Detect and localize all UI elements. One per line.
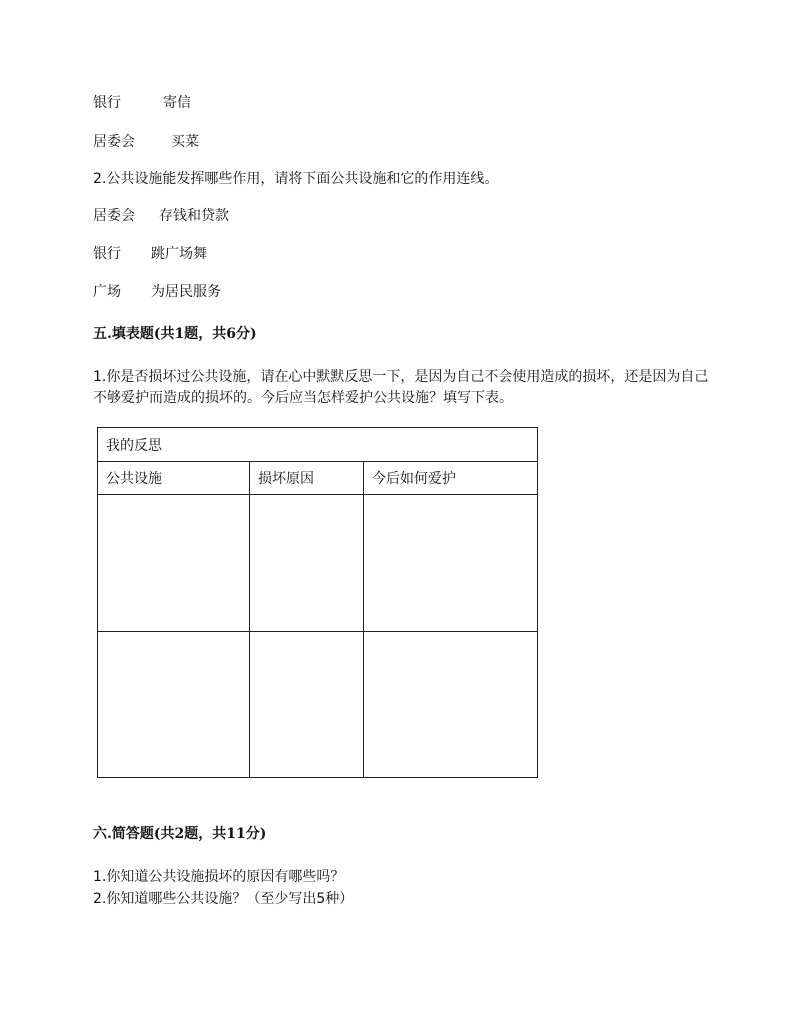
table-row bbox=[98, 632, 538, 778]
match-right: 存钱和贷款 bbox=[159, 208, 229, 224]
section-5-question: 1.你是否损坏过公共设施，请在心中默默反思一下，是因为自己不会使用造成的损坏，还是因为自己不够爱护而造成的损坏的。今后应当怎样爱护公共设施？填写下表。 bbox=[93, 369, 709, 406]
match-right: 跳广场舞 bbox=[151, 246, 207, 262]
column-header: 损坏原因 bbox=[250, 462, 364, 495]
match-left: 广场 bbox=[93, 284, 121, 300]
table-title: 我的反思 bbox=[98, 428, 538, 462]
match-right: 寄信 bbox=[163, 95, 191, 111]
match-row bbox=[93, 93, 191, 113]
match-row bbox=[93, 244, 207, 264]
answer-cell[interactable] bbox=[98, 495, 250, 632]
answer-cell[interactable] bbox=[364, 632, 538, 778]
match-row bbox=[93, 282, 221, 302]
question-2: 2.公共设施能发挥哪些作用，请将下面公共设施和它的作用连线。 bbox=[93, 171, 499, 187]
match-left: 居委会 bbox=[93, 208, 135, 224]
answer-cell[interactable] bbox=[98, 632, 250, 778]
column-header: 今后如何爱护 bbox=[364, 462, 538, 495]
match-row bbox=[93, 206, 229, 226]
match-left: 居委会 bbox=[93, 134, 135, 150]
section-5-heading: 五.填表题(共1题，共6分) bbox=[93, 326, 257, 342]
match-left: 银行 bbox=[93, 95, 121, 111]
section-6-question: 1.你知道公共设施损坏的原因有哪些吗？ bbox=[93, 869, 345, 885]
reflection-table bbox=[97, 427, 538, 778]
column-header: 公共设施 bbox=[98, 462, 250, 495]
answer-cell[interactable] bbox=[364, 495, 538, 632]
match-right: 为居民服务 bbox=[151, 284, 221, 300]
answer-cell[interactable] bbox=[250, 495, 364, 632]
table-row bbox=[98, 495, 538, 632]
section-6-question: 2.你知道哪些公共设施？（至少写出5种） bbox=[93, 891, 354, 907]
section-6-heading: 六.简答题(共2题，共11分) bbox=[93, 826, 267, 842]
match-row bbox=[93, 132, 199, 152]
answer-cell[interactable] bbox=[250, 632, 364, 778]
match-left: 银行 bbox=[93, 246, 121, 262]
match-right: 买菜 bbox=[171, 134, 199, 150]
